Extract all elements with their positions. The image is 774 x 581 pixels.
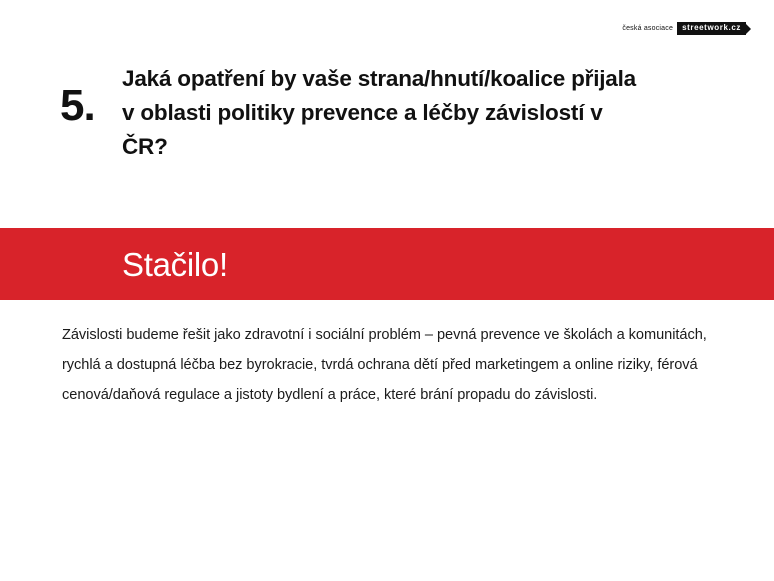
streetwork-wordmark: streetwork.cz: [677, 22, 746, 35]
streetwork-logo: [622, 22, 746, 35]
question-number: 5.: [60, 81, 95, 130]
party-banner: [0, 228, 774, 300]
party-name: Stačilo!: [122, 245, 228, 283]
association-label: česká asociace: [622, 25, 674, 32]
question-text: Jaká opatření by vaše strana/hnutí/koalice přijala v oblasti politiky prevence a léčby závislostí v ČR?: [122, 66, 636, 160]
question-block: [60, 62, 714, 165]
answer-text: Závislosti budeme řešit jako zdravotní i sociální problém – pevná prevence ve školách a komunitách, rychlá a dostupná léčba bez byrokracie, tvrdá ochrana dětí před marketingem a online riziky, férová cenová/daňová regulace a jistoty bydlení a práce, které brání propadu do závislosti.: [62, 327, 707, 404]
